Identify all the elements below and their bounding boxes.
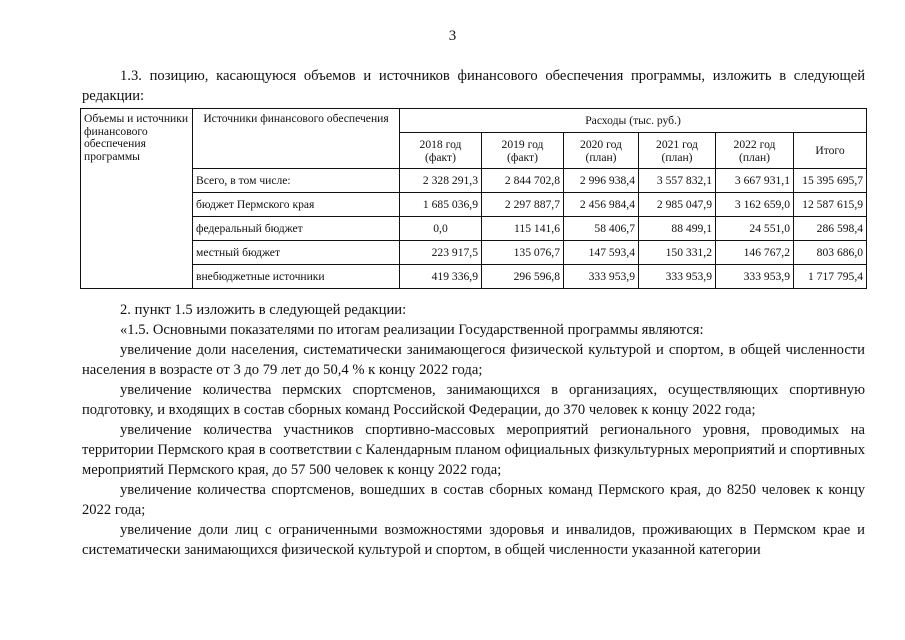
year-header: 2021 год (план) xyxy=(639,133,716,169)
total-cell: 286 598,4 xyxy=(794,217,867,241)
value-cell: 0,0 xyxy=(400,217,482,241)
value-cell: 150 331,2 xyxy=(639,241,716,265)
indicator-perm-athletes: увеличение количества пермских спортсменов, занимающихся в организациях, осуществляющих спортивную подготовку, и входящих в состав сборных команд Российской Федерации, до 370 человек к концу 2022 года; xyxy=(82,382,865,418)
value-cell: 333 953,9 xyxy=(564,265,639,289)
paragraph-1-5-intro: «1.5. Основными показателями по итогам реализации Государственной программы являются: xyxy=(120,322,704,338)
page-number: 3 xyxy=(448,28,457,44)
row-label-cell: Объемы и источники финансового обеспечения программы xyxy=(81,109,193,289)
table-row xyxy=(81,217,867,241)
source-name: местный бюджет xyxy=(193,241,400,265)
value-cell: 115 141,6 xyxy=(482,217,564,241)
value-cell: 2 297 887,7 xyxy=(482,193,564,217)
value-cell: 147 593,4 xyxy=(564,241,639,265)
intro-paragraph: 1.3. позицию, касающуюся объемов и источников финансового обеспечения программы, изложить в следующей редакции: xyxy=(82,68,865,104)
value-cell: 333 953,9 xyxy=(716,265,794,289)
value-cell: 296 596,8 xyxy=(482,265,564,289)
value-cell: 58 406,7 xyxy=(564,217,639,241)
source-name: внебюджетные источники xyxy=(193,265,400,289)
value-cell: 3 667 931,1 xyxy=(716,169,794,193)
total-cell: 12 587 615,9 xyxy=(794,193,867,217)
source-name: бюджет Пермского края xyxy=(193,193,400,217)
total-cell: 803 686,0 xyxy=(794,241,867,265)
table-row xyxy=(81,169,867,193)
indicator-population-share: увеличение доли населения, систематически занимающегося физической культурой и спортом, в общей численности населения в возрасте от 3 до 79 лет до 50,4 % к концу 2022 года; xyxy=(82,342,865,378)
source-name: Всего, в том числе: xyxy=(193,169,400,193)
year-header: 2018 год (факт) xyxy=(400,133,482,169)
year-header: 2022 год (план) xyxy=(716,133,794,169)
value-cell: 2 456 984,4 xyxy=(564,193,639,217)
indicator-disabled-share: увеличение доли лиц с ограниченными возможностями здоровья и инвалидов, проживающих в Пермском крае и систематически занимающихся физической культурой и спортом, в общей численности указанной категории xyxy=(82,522,865,558)
value-cell: 135 076,7 xyxy=(482,241,564,265)
year-header: 2019 год (факт) xyxy=(482,133,564,169)
value-cell: 2 985 047,9 xyxy=(639,193,716,217)
indicator-team-athletes: увеличение количества спортсменов, вошедших в состав сборных команд Пермского края, до 8250 человек к концу 2022 года; xyxy=(82,482,865,518)
value-cell: 3 162 659,0 xyxy=(716,193,794,217)
financing-table xyxy=(80,108,867,289)
value-cell: 24 551,0 xyxy=(716,217,794,241)
value-cell: 146 767,2 xyxy=(716,241,794,265)
year-header: 2020 год (план) xyxy=(564,133,639,169)
expenses-header: Расходы (тыс. руб.) xyxy=(400,109,867,133)
value-cell: 2 844 702,8 xyxy=(482,169,564,193)
value-cell: 88 499,1 xyxy=(639,217,716,241)
total-cell: 15 395 695,7 xyxy=(794,169,867,193)
paragraph-item-2: 2. пункт 1.5 изложить в следующей редакции: xyxy=(120,302,407,318)
table-row xyxy=(81,241,867,265)
indicator-event-participants: увеличение количества участников спортивно-массовых мероприятий регионального уровня, проводимых на территории Пермского края в соответствии с Календарным планом официальных физкультурных мероприятий и спортивных мероприятий Пермского края, до 57 500 человек к концу 2022 года; xyxy=(82,422,865,478)
value-cell: 2 996 938,4 xyxy=(564,169,639,193)
value-cell: 419 336,9 xyxy=(400,265,482,289)
value-cell: 3 557 832,1 xyxy=(639,169,716,193)
total-header: Итого xyxy=(794,133,867,169)
source-header: Источники финансового обеспечения xyxy=(193,109,400,169)
table-row xyxy=(81,193,867,217)
value-cell: 2 328 291,3 xyxy=(400,169,482,193)
total-cell: 1 717 795,4 xyxy=(794,265,867,289)
table-row xyxy=(81,265,867,289)
value-cell: 333 953,9 xyxy=(639,265,716,289)
value-cell: 223 917,5 xyxy=(400,241,482,265)
source-name: федеральный бюджет xyxy=(193,217,400,241)
value-cell: 1 685 036,9 xyxy=(400,193,482,217)
